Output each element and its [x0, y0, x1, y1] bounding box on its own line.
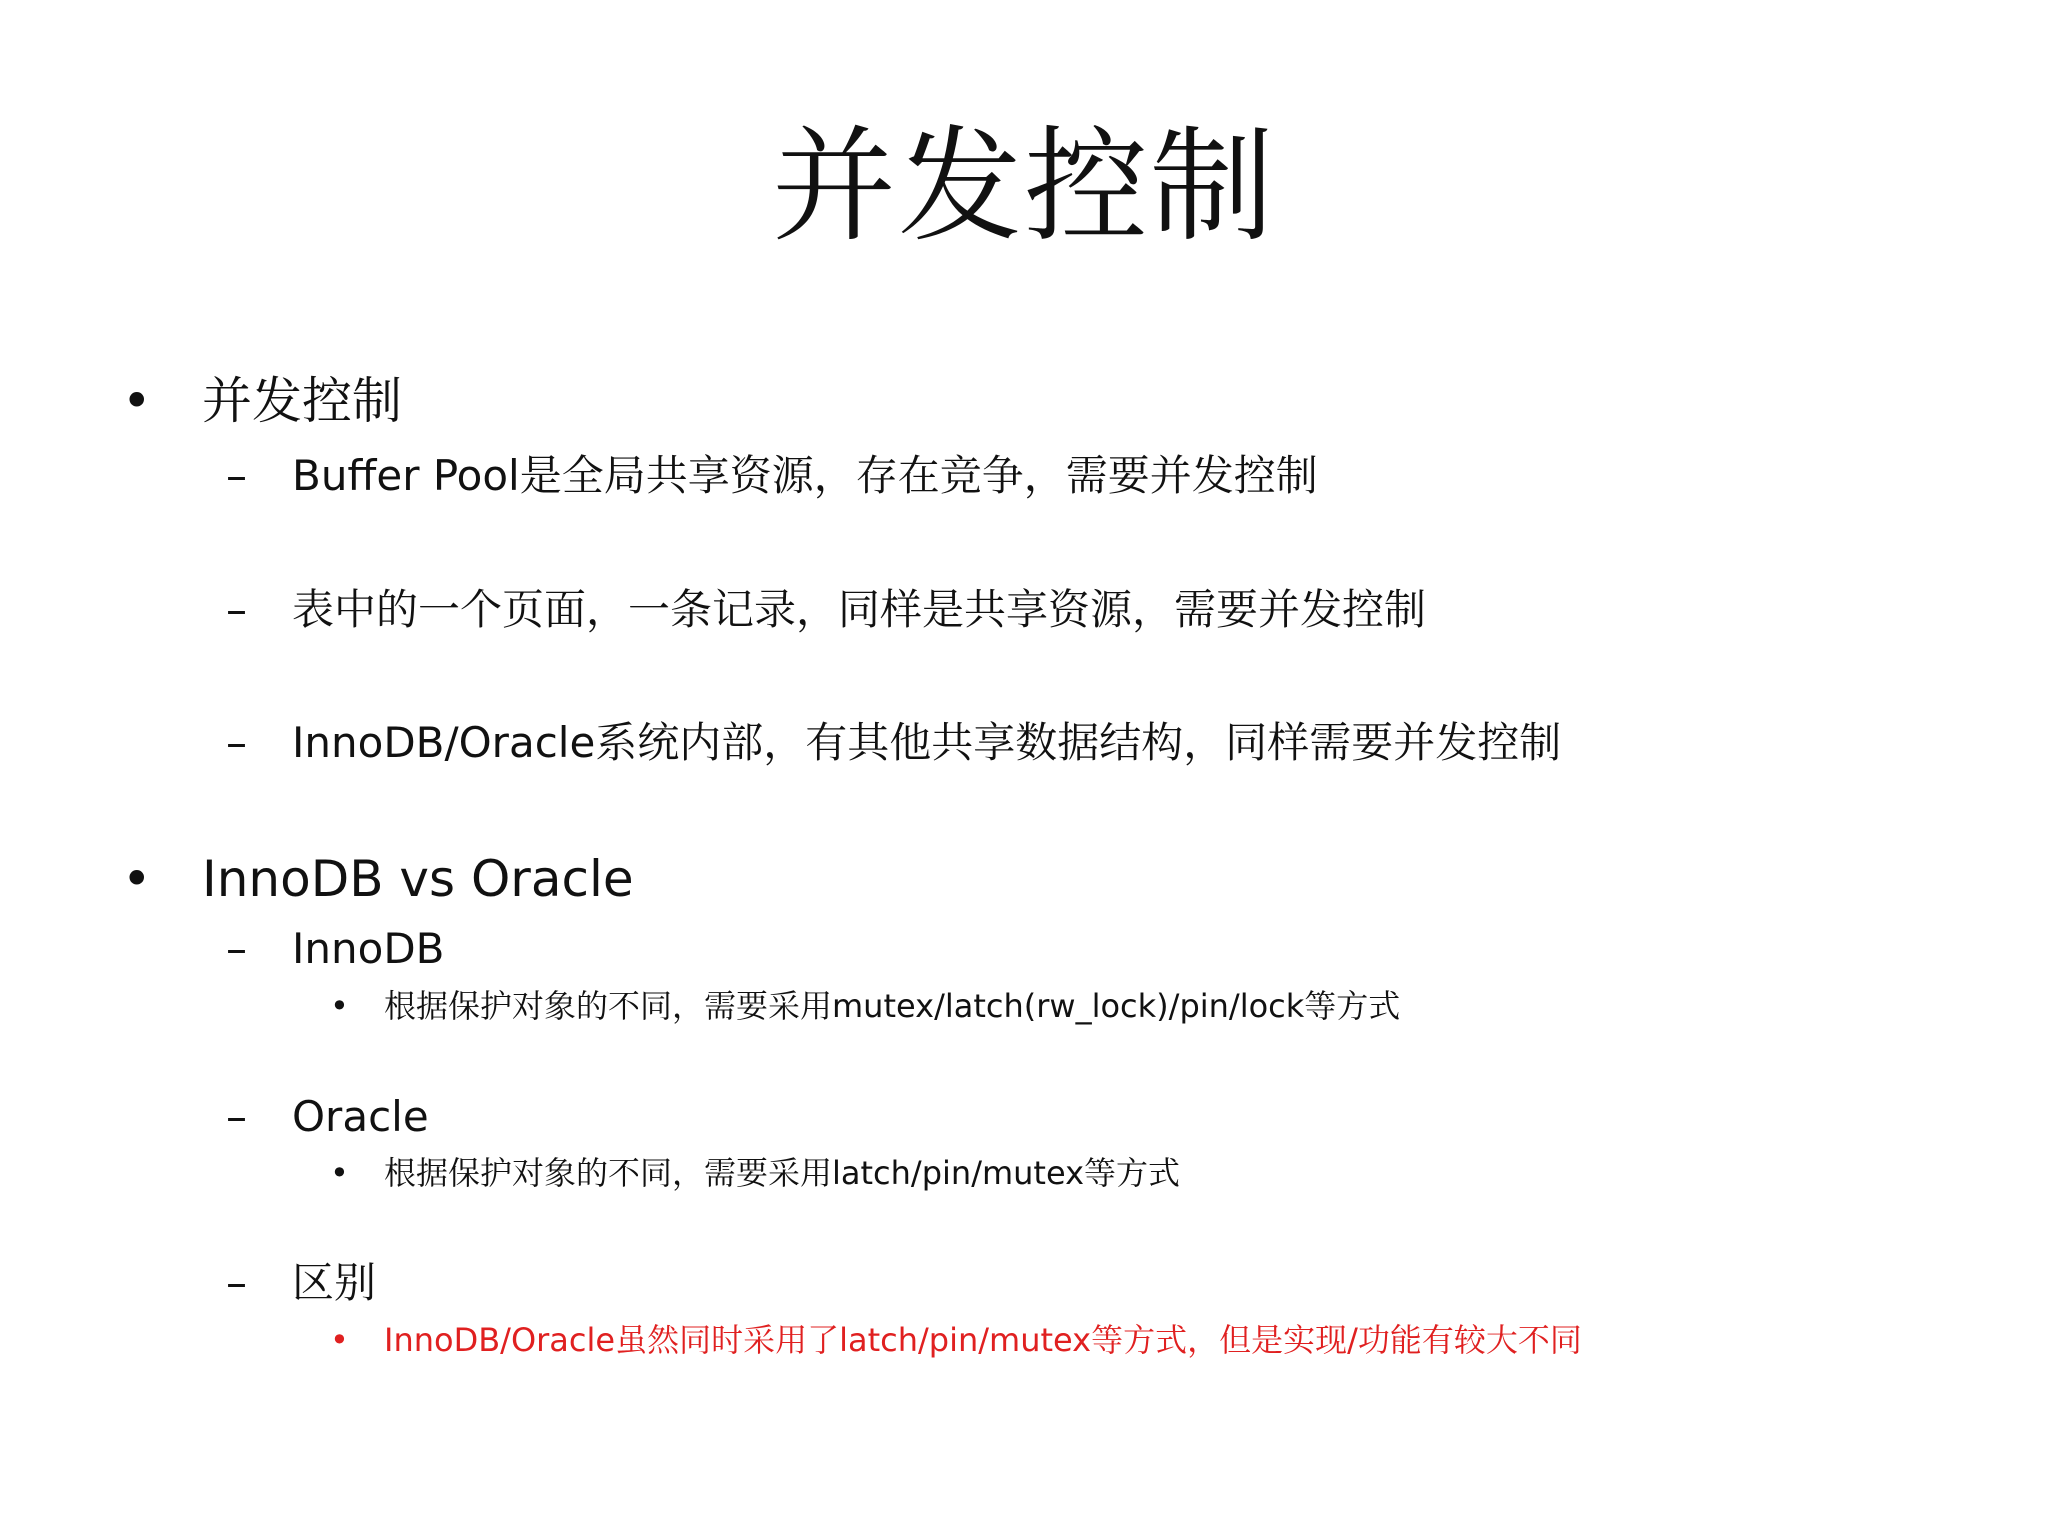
bullet-text: InnoDB vs Oracle [202, 850, 634, 908]
sub-sub-bullet-text: 根据保护对象的不同，需要采用mutex/latch(rw_lock)/pin/lock等方式 [384, 987, 1401, 1025]
sub-bullet-text: 表中的一个页面，一条记录，同样是共享资源，需要并发控制 [292, 585, 1427, 634]
sub-bullet-text: Buffer Pool是全局共享资源，存在竞争，需要并发控制 [292, 451, 1318, 500]
sub-bullet-marker: – [226, 718, 247, 767]
sub-sub-bullet-marker: • [330, 1154, 349, 1192]
sub-bullet-text: Oracle [292, 1092, 429, 1141]
sub-bullet-marker: – [226, 451, 247, 500]
sub-sub-bullet-marker: • [330, 987, 349, 1025]
slide-title: 并发控制 [771, 115, 1276, 259]
sub-sub-bullet-text: 根据保护对象的不同，需要采用latch/pin/mutex等方式 [384, 1154, 1181, 1192]
sub-bullet-text: InnoDB/Oracle系统内部，有其他共享数据结构，同样需要并发控制 [292, 718, 1562, 767]
bullet-marker: • [122, 372, 152, 430]
sub-bullet-text: 区别 [292, 1258, 377, 1307]
bullet-marker: • [122, 850, 152, 908]
highlight-bullet-text: InnoDB/Oracle虽然同时采用了latch/pin/mutex等方式，但是实现/功能有较大不同 [384, 1321, 1582, 1359]
sub-sub-bullet-marker: • [330, 1321, 349, 1359]
sub-bullet-marker: – [226, 1258, 247, 1307]
sub-bullet-text: InnoDB [292, 924, 445, 973]
bullet-text: 并发控制 [202, 372, 402, 430]
sub-bullet-marker: – [226, 585, 247, 634]
sub-bullet-marker: – [226, 924, 247, 973]
sub-bullet-marker: – [226, 1092, 247, 1141]
